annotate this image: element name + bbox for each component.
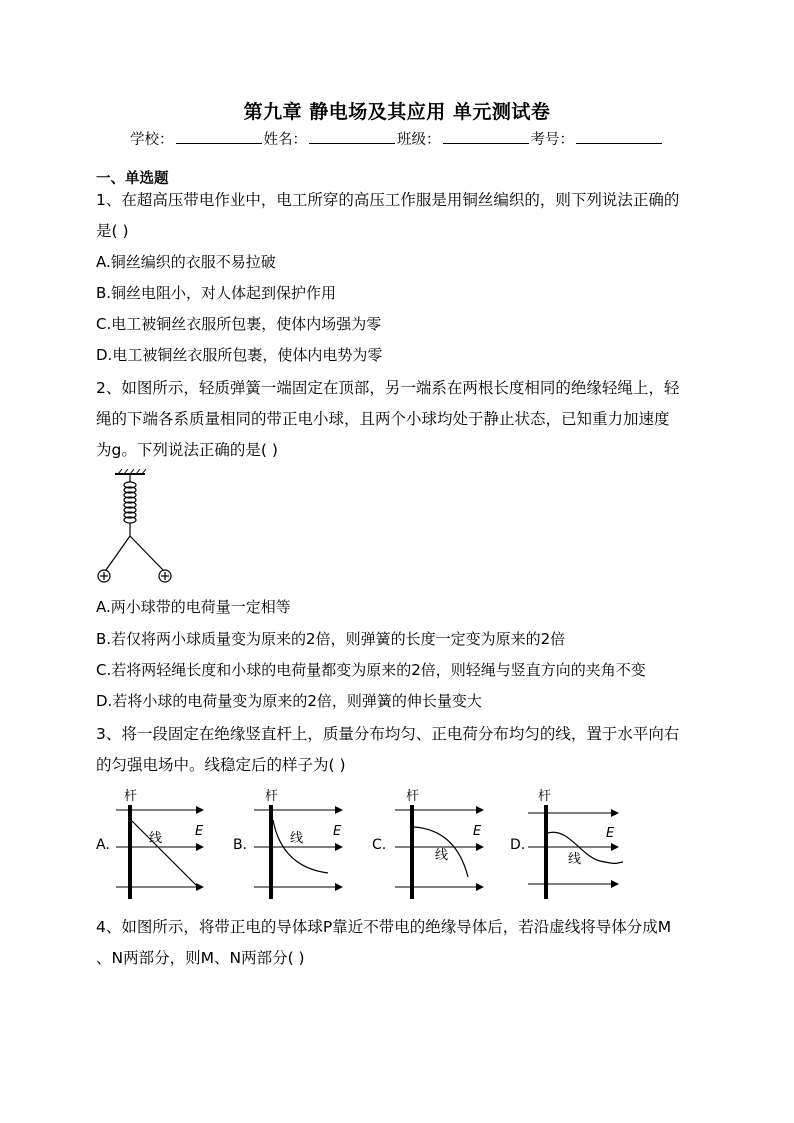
question-2-line-1: 2、如图所示，轻质弹簧一端固定在顶部，另一端系在两根长度相同的绝缘轻绳上，轻 bbox=[96, 379, 680, 397]
wire-label: 线 bbox=[149, 831, 163, 846]
rod bbox=[269, 805, 273, 899]
field-label: E bbox=[195, 824, 204, 839]
spring-coil bbox=[124, 482, 136, 523]
wire bbox=[132, 821, 200, 889]
wire-label: 线 bbox=[435, 848, 449, 863]
rod-label: 杆 bbox=[265, 789, 279, 804]
field-label: E bbox=[333, 824, 342, 839]
rod bbox=[410, 805, 414, 899]
name-blank[interactable] bbox=[309, 131, 395, 144]
question-2-option-b[interactable]: B.若仅将两小球质量变为原来的2倍，则弹簧的长度一定变为原来的2倍 bbox=[96, 630, 566, 648]
rod bbox=[128, 805, 132, 899]
question-1-option-b[interactable]: B.铜丝电阻小，对人体起到保护作用 bbox=[96, 284, 337, 302]
panel-c-label: C. bbox=[372, 837, 387, 853]
rod-label: 杆 bbox=[124, 789, 138, 804]
panel-d-label: D. bbox=[510, 837, 526, 853]
option-d-diagram[interactable] bbox=[510, 788, 623, 899]
field-wire-figure bbox=[90, 785, 635, 900]
panel-b-label: B. bbox=[233, 837, 248, 853]
question-1-line-1: 1、在超高压带电作业中，电工所穿的高压工作服是用铜丝编织的，则下列说法正确的 bbox=[96, 191, 680, 209]
question-2-line-3: 为g。下列说法正确的是( ) bbox=[96, 441, 278, 459]
question-2-option-c[interactable]: C.若将两轻绳长度和小球的电荷量都变为原来的2倍，则轻绳与竖直方向的夹角不变 bbox=[96, 661, 646, 679]
page-title: 第九章 静电场及其应用 单元测试卷 bbox=[243, 101, 551, 123]
question-3-line-2: 的匀强电场中。线稳定后的样子为( ) bbox=[96, 756, 346, 774]
left-positive-ball bbox=[98, 570, 110, 582]
question-1-option-a[interactable]: A.铜丝编织的衣服不易拉破 bbox=[96, 253, 276, 271]
panel-a-label: A. bbox=[96, 837, 110, 853]
spring-balls-figure bbox=[90, 468, 180, 588]
question-1-line-2: 是( ) bbox=[96, 222, 129, 240]
class-blank[interactable] bbox=[443, 131, 529, 144]
question-4-line-1: 4、如图所示，将带正电的导体球P靠近不带电的绝缘导体后，若沿虚线将导体分成M bbox=[96, 918, 672, 936]
name-label: 姓名： bbox=[263, 132, 307, 148]
option-a-diagram[interactable] bbox=[96, 788, 204, 899]
school-label: 学校： bbox=[130, 132, 174, 148]
wire-label: 线 bbox=[290, 831, 304, 846]
right-positive-ball bbox=[159, 570, 171, 582]
exam-no-blank[interactable] bbox=[576, 131, 662, 144]
rod-label: 杆 bbox=[406, 789, 420, 804]
question-4-line-2: 、N两部分，则M、N两部分( ) bbox=[96, 949, 305, 967]
option-c-diagram[interactable] bbox=[372, 788, 483, 899]
exam-no-label: 考号： bbox=[530, 132, 574, 148]
question-2-option-a[interactable]: A.两小球带的电荷量一定相等 bbox=[96, 598, 291, 616]
question-1-option-c[interactable]: C.电工被铜丝衣服所包裹，使体内场强为零 bbox=[96, 315, 382, 333]
right-string bbox=[130, 536, 163, 570]
question-2-option-d[interactable]: D.若将小球的电荷量变为原来的2倍，则弹簧的伸长量变大 bbox=[96, 692, 482, 710]
field-label: E bbox=[606, 826, 615, 841]
class-label: 班级： bbox=[397, 132, 441, 148]
rod-label: 杆 bbox=[538, 789, 552, 804]
left-string bbox=[106, 536, 130, 570]
rod bbox=[544, 805, 548, 899]
field-label: E bbox=[473, 824, 482, 839]
question-3-line-1: 3、将一段固定在绝缘竖直杆上，质量分布均匀、正电荷分布均匀的线，置于水平向右 bbox=[96, 725, 680, 743]
wire-label: 线 bbox=[568, 852, 582, 867]
question-1-option-d[interactable]: D.电工被铜丝衣服所包裹，使体内电势为零 bbox=[96, 346, 383, 364]
student-info-row bbox=[0, 128, 794, 149]
school-blank[interactable] bbox=[176, 131, 262, 144]
question-2-line-2: 绳的下端各系质量相同的带正电小球，且两个小球均处于静止状态，已知重力加速度 bbox=[96, 410, 670, 428]
option-b-diagram[interactable] bbox=[233, 788, 342, 899]
section-heading: 一、单选题 bbox=[96, 171, 169, 187]
